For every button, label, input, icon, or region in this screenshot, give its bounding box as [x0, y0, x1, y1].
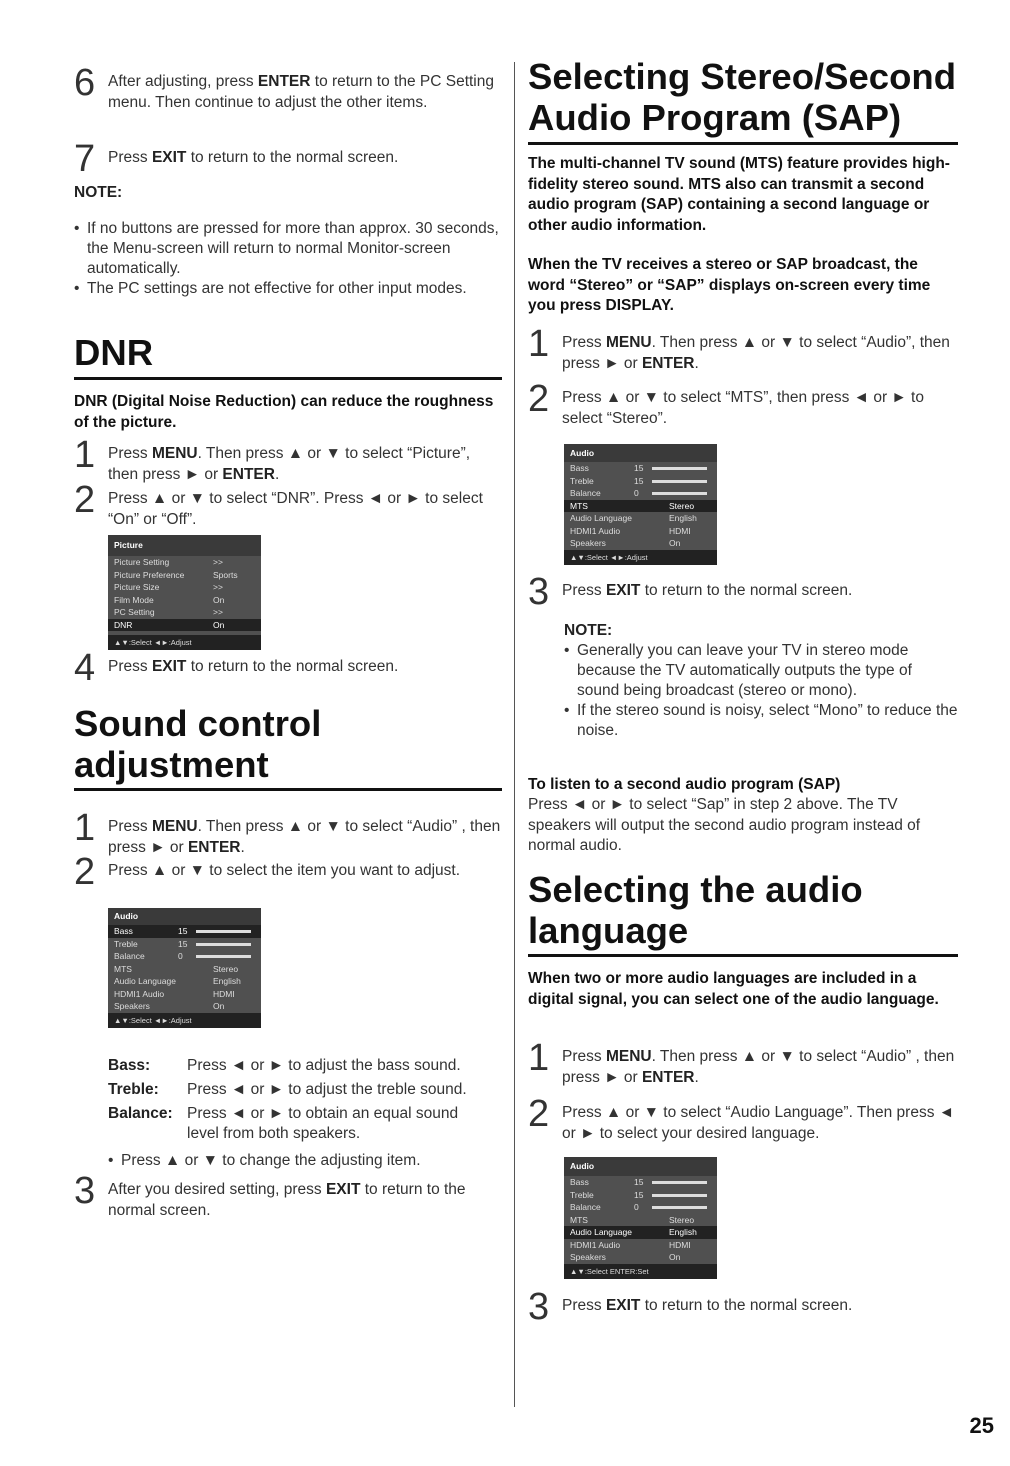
step-text: Press EXIT to return to the normal screen. — [108, 658, 399, 675]
menu-row: HDMI1 Audio HDMI — [570, 525, 691, 536]
menu-row: Picture Size >> — [114, 582, 223, 592]
sound-title: Sound control adjustment — [74, 703, 322, 785]
treble-definition: Treble: Press ◄ or ► to adjust the treble sound. — [108, 1081, 467, 1098]
step-number: 1 — [528, 323, 550, 365]
step-text: Press ▲ or ▼ to select “Audio Language”. Then press ◄ or ► to select your desired language. — [562, 1104, 955, 1142]
menu-footer: ▲▼:Select ◄►:Adjust — [564, 550, 717, 565]
note-list — [74, 219, 502, 299]
step-number: 1 — [74, 807, 96, 849]
note-item: • Generally you can leave your TV in stereo mode because the TV automatically outputs the type of sound being broadcast (stereo or mono). — [564, 641, 958, 701]
sap-lead: The multi-channel TV sound (MTS) feature provides high-fidelity stereo sound. MTS also can transmit a second audio program (SAP) containing a second language or other audio information. — [528, 155, 950, 234]
step-number: 7 — [74, 138, 96, 180]
sound-bullet-list — [108, 1151, 502, 1171]
menu-title: Audio — [564, 444, 717, 462]
dnr-title: DNR — [74, 332, 154, 373]
step-text: Press EXIT to return to the normal screen. — [562, 1297, 853, 1314]
step-text: Press EXIT to return to the normal screen. — [108, 149, 399, 166]
lang-lead: When two or more audio languages are included in a digital signal, you can select one of the audio language. — [528, 970, 939, 1008]
menu-row: Audio Language English — [570, 513, 697, 523]
title-rule — [528, 142, 958, 145]
step-text: Press EXIT to return to the normal screen. — [562, 582, 853, 599]
title-rule — [74, 377, 502, 380]
menu-row: Treble 15 — [564, 475, 717, 488]
menu-row: PC Setting >> — [114, 607, 223, 617]
menu-title: Audio — [564, 1157, 717, 1176]
step-text: After you desired setting, press EXIT to return to the normal screen. — [108, 1181, 466, 1219]
menu-row: Treble 15 — [108, 938, 261, 951]
menu-row: Balance 0 — [564, 1201, 717, 1214]
menu-row-selected: MTS Stereo — [564, 500, 717, 513]
sap-lead-2: When the TV receives a stereo or SAP broadcast, the word “Stereo” or “SAP” displays on-screen every time you press DISPLAY. — [528, 256, 931, 314]
step-text: Press MENU. Then press ▲ or ▼ to select “Picture”, then press ► or ENTER. — [108, 445, 471, 483]
step-text: Press MENU. Then press ▲ or ▼ to select “Audio” , then press ► or ENTER. — [562, 1048, 955, 1086]
step-number: 2 — [74, 851, 96, 893]
note-heading: NOTE: — [564, 622, 613, 639]
menu-row: Film Mode On — [114, 594, 225, 605]
note-item: • If no buttons are pressed for more than approx. 30 seconds, the Menu-screen will return to normal Monitor-screen automatically. — [74, 219, 502, 279]
menu-row: Speakers On — [570, 1252, 681, 1262]
menu-row: Speakers On — [114, 1001, 225, 1011]
lang-title: Selecting the audio language — [528, 869, 863, 951]
sap-title: Selecting Stereo/Second Audio Program (SAP) — [528, 56, 956, 138]
menu-row: Audio Language English — [114, 976, 241, 986]
menu-row: Bass 15 — [564, 1176, 717, 1189]
menu-row: Speakers On — [570, 538, 681, 548]
menu-row: HDMI1 Audio HDMI — [114, 988, 235, 999]
title-rule — [528, 954, 958, 957]
step-number: 4 — [74, 647, 96, 689]
step-number: 2 — [74, 479, 96, 521]
step-number: 1 — [74, 434, 96, 476]
balance-definition-cont: level from both speakers. — [187, 1125, 361, 1142]
sap-subtext: Press ◄ or ► to select “Sap” in step 2 above. The TV speakers will output the second audio program instead of normal audio. — [528, 796, 921, 854]
note-heading: NOTE: — [74, 184, 123, 201]
column-divider — [514, 62, 515, 1407]
step-number: 3 — [74, 1170, 96, 1212]
menu-footer: ▲▼:Select ◄►:Adjust — [108, 1013, 261, 1028]
bass-definition: Bass: Press ◄ or ► to adjust the bass sound. — [108, 1057, 461, 1074]
step-text: Press ▲ or ▼ to select the item you want to adjust. — [108, 862, 461, 879]
menu-row: Bass 15 — [564, 462, 717, 475]
bullet-item: • Press ▲ or ▼ to change the adjusting item. — [108, 1151, 502, 1171]
step-number: 3 — [528, 571, 550, 613]
menu-row: Picture Preference Sports — [114, 569, 238, 580]
menu-footer: ▲▼:Select ENTER:Set — [564, 1264, 717, 1279]
step-text: Press ▲ or ▼ to select “DNR”. Press ◄ or ► to select “On” or “Off”. — [108, 490, 483, 528]
page-number: 25 — [969, 1413, 994, 1438]
menu-row-selected: Bass 15 — [108, 925, 261, 938]
menu-row: MTS Stereo — [114, 963, 239, 974]
note-item: • If the stereo sound is noisy, select “Mono” to reduce the noise. — [564, 701, 958, 741]
audio-language-menu-screenshot — [564, 1157, 717, 1279]
step-text: Press MENU. Then press ▲ or ▼ to select “Audio” , then press ► or ENTER. — [108, 818, 501, 856]
step-number: 1 — [528, 1037, 550, 1079]
menu-row: Balance 0 — [108, 950, 261, 963]
audio-mts-menu-screenshot — [564, 444, 717, 565]
dnr-lead: DNR (Digital Noise Reduction) can reduce the roughness of the picture. — [74, 393, 494, 431]
step-text: Press ▲ or ▼ to select “MTS”, then press ◄ or ► to select “Stereo”. — [562, 389, 924, 427]
menu-row: Treble 15 — [564, 1189, 717, 1202]
menu-row-selected: DNR On — [108, 619, 261, 632]
menu-footer: ▲▼:Select ◄►:Adjust — [108, 635, 261, 650]
menu-row: Picture Setting >> — [114, 557, 223, 567]
menu-row-selected: Audio Language English — [564, 1226, 717, 1239]
picture-menu-screenshot — [108, 535, 261, 650]
sap-subheading: To listen to a second audio program (SAP) — [528, 776, 841, 793]
step-text: Press MENU. Then press ▲ or ▼ to select “Audio”, then press ► or ENTER. — [562, 334, 950, 372]
step-number: 2 — [528, 1093, 550, 1135]
note-list — [564, 641, 958, 741]
menu-row: Balance 0 — [564, 487, 717, 500]
title-rule — [74, 788, 502, 791]
step-number: 6 — [74, 62, 96, 104]
step-number: 2 — [528, 378, 550, 420]
step-number: 3 — [528, 1286, 550, 1328]
menu-title: Audio — [108, 908, 261, 925]
audio-menu-screenshot — [108, 908, 261, 1028]
menu-title: Picture — [108, 535, 261, 556]
note-item: • The PC settings are not effective for other input modes. — [74, 279, 502, 299]
menu-row: MTS Stereo — [570, 1214, 695, 1225]
step-text: After adjusting, press ENTER to return to the PC Setting menu. Then continue to adjust the other items. — [108, 73, 494, 111]
balance-definition: Balance: Press ◄ or ► to obtain an equal sound — [108, 1105, 459, 1122]
menu-row: HDMI1 Audio HDMI — [570, 1239, 691, 1250]
